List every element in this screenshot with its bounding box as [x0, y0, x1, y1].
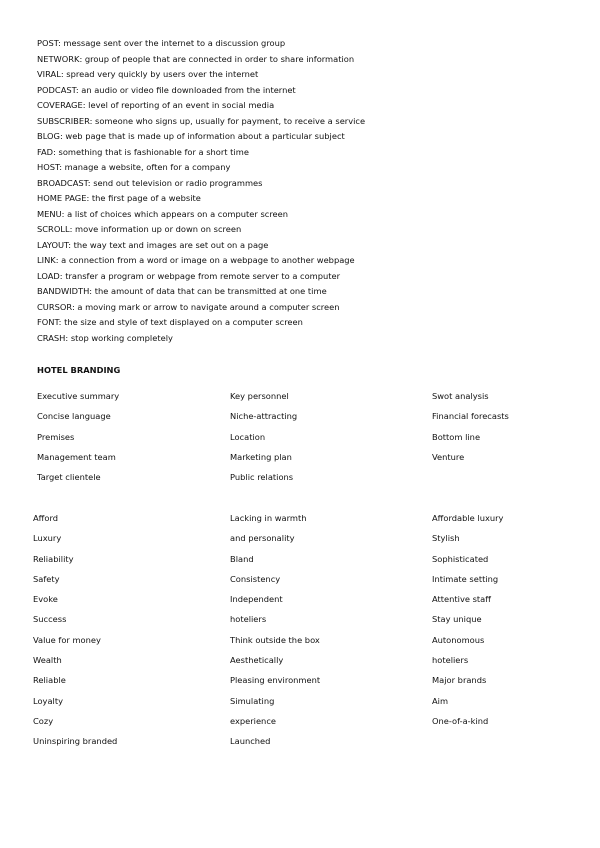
- definition-line: VIRAL: spread very quickly by users over the internet: [37, 69, 259, 79]
- table-cell: Loyalty: [33, 695, 64, 706]
- table-cell: Afford: [33, 513, 58, 523]
- table-cell: Wealth: [33, 655, 62, 666]
- table-row: [33, 674, 593, 694]
- table-cell: Reliable: [33, 675, 66, 686]
- table-cell: Attentive staff: [432, 594, 491, 605]
- table-cell: Concise language: [37, 411, 111, 422]
- table-cell: Venture: [432, 451, 465, 462]
- table-cell: Stay unique: [432, 614, 482, 625]
- table-cell: Premises: [37, 431, 75, 442]
- definition-line: BLOG: web page that is made up of information about a particular subject: [37, 131, 345, 141]
- table-row: [33, 634, 593, 654]
- definition-line: LOAD: transfer a program or webpage from remote server to a computer: [37, 270, 341, 281]
- table-cell: hoteliers: [432, 655, 469, 666]
- definition-line: PODCAST: an audio or video file downloaded from the internet: [37, 84, 296, 95]
- table-cell: Value for money: [33, 634, 101, 645]
- hotel-branding-table-2: [33, 512, 593, 756]
- table-row: [37, 471, 597, 491]
- table-row: [33, 613, 593, 633]
- table-cell: Autonomous: [432, 634, 485, 645]
- table-cell: Safety: [33, 573, 60, 584]
- table-row: [33, 695, 593, 715]
- table-cell: Aesthetically: [230, 655, 284, 666]
- definition-line: BROADCAST: send out television or radio programmes: [37, 177, 263, 188]
- table-cell: Executive summary: [37, 391, 120, 401]
- definition-line: CRASH: stop working completely: [37, 332, 173, 343]
- table-cell: Bottom line: [432, 431, 481, 442]
- table-cell: Independent: [230, 594, 283, 605]
- table-cell: Aim: [432, 695, 449, 706]
- table-cell: Pleasing environment: [230, 675, 321, 686]
- table-row: [33, 553, 593, 573]
- table-cell: and personality: [230, 533, 295, 544]
- table-cell: Luxury: [33, 533, 62, 544]
- table-cell: Location: [230, 431, 266, 442]
- table-row: [33, 593, 593, 613]
- table-cell: Management team: [37, 451, 116, 462]
- table-cell: Launched: [230, 736, 271, 747]
- table-cell: Simulating: [230, 695, 275, 706]
- table-cell: Target clientele: [37, 472, 101, 483]
- section-heading: HOTEL BRANDING: [37, 365, 121, 375]
- table-cell: Evoke: [33, 594, 58, 605]
- table-cell: Affordable luxury: [432, 513, 504, 523]
- table-row: [33, 532, 593, 552]
- definition-line: HOME PAGE: the first page of a website: [37, 193, 201, 203]
- table-cell: experience: [230, 715, 276, 726]
- definition-line: LINK: a connection from a word or image on a webpage to another webpage: [37, 255, 355, 265]
- definition-line: HOST: manage a website, often for a company: [37, 162, 231, 172]
- table-cell: Bland: [230, 553, 254, 564]
- definition-line: LAYOUT: the way text and images are set out on a page: [37, 239, 269, 250]
- table-cell: Sophisticated: [432, 553, 489, 564]
- table-cell: Marketing plan: [230, 451, 292, 462]
- definition-line: FONT: the size and style of text displayed on a computer screen: [37, 317, 303, 327]
- table-cell: Lacking in warmth: [230, 513, 307, 523]
- definitions-list: [37, 36, 365, 346]
- table-cell: Stylish: [432, 533, 460, 544]
- table-row: [37, 390, 597, 410]
- definition-line: POST: message sent over the internet to a discussion group: [37, 38, 286, 48]
- table-cell: Key personnel: [230, 391, 289, 401]
- definition-line: SCROLL: move information up or down on screen: [37, 224, 242, 234]
- definition-line: SUBSCRIBER: someone who signs up, usually for payment, to receive a service: [37, 115, 366, 126]
- table-cell: hoteliers: [230, 614, 267, 625]
- table-cell: Public relations: [230, 472, 294, 483]
- table-cell: Think outside the box: [230, 634, 320, 645]
- table-cell: Financial forecasts: [432, 411, 509, 422]
- table-row: [33, 735, 593, 755]
- table-cell: Niche-attracting: [230, 411, 298, 422]
- definition-line: FAD: something that is fashionable for a short time: [37, 146, 249, 157]
- table-cell: Swot analysis: [432, 391, 489, 401]
- definition-line: NETWORK: group of people that are connected in order to share information: [37, 53, 355, 64]
- table-cell: Success: [33, 614, 67, 625]
- table-cell: Major brands: [432, 675, 487, 686]
- definition-line: COVERAGE: level of reporting of an event in social media: [37, 100, 275, 110]
- table-row: [33, 512, 593, 532]
- table-row: [37, 431, 597, 451]
- table-cell: Intimate setting: [432, 573, 499, 584]
- table-cell: Uninspiring branded: [33, 736, 118, 747]
- table-row: [33, 654, 593, 674]
- definition-line: CURSOR: a moving mark or arrow to navigate around a computer screen: [37, 301, 340, 312]
- table-row: [33, 715, 593, 735]
- definition-line: MENU: a list of choices which appears on a computer screen: [37, 208, 289, 219]
- definition-line: BANDWIDTH: the amount of data that can be transmitted at one time: [37, 286, 327, 296]
- table-cell: Reliability: [33, 553, 74, 564]
- table-cell: Consistency: [230, 573, 281, 584]
- table-row: [37, 410, 597, 430]
- table-cell: One-of-a-kind: [432, 715, 489, 726]
- table-cell: Cozy: [33, 715, 54, 726]
- hotel-branding-table-1: [37, 390, 597, 491]
- table-row: [37, 451, 597, 471]
- table-row: [33, 573, 593, 593]
